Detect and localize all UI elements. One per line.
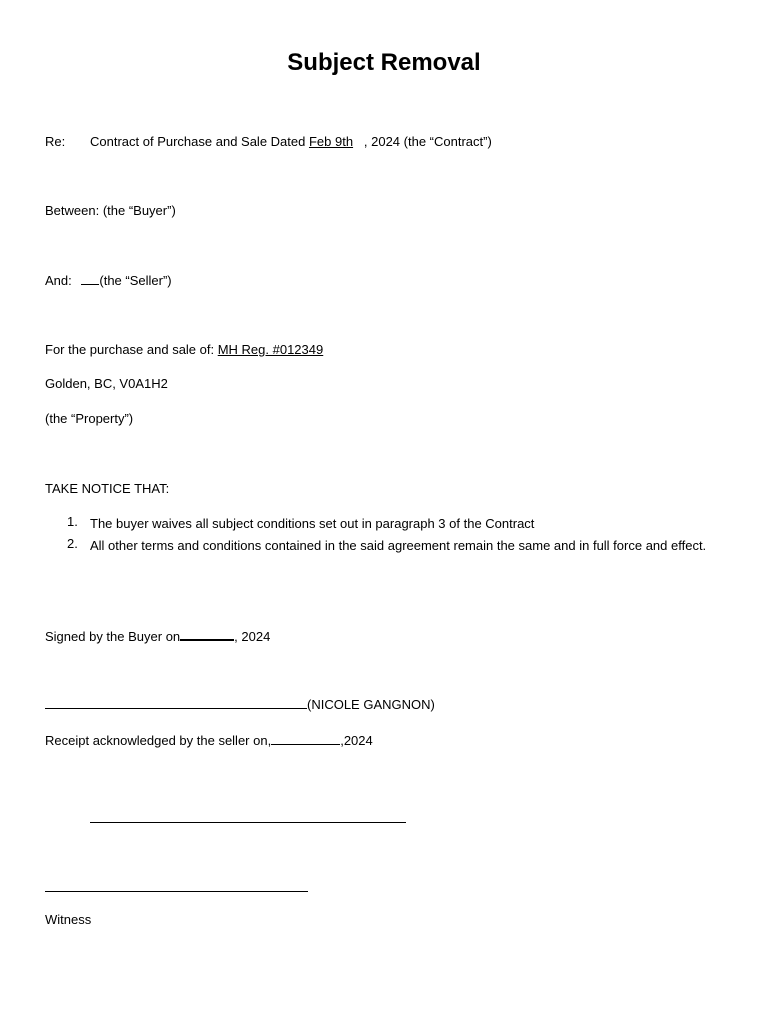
seller-signature-rule: [90, 822, 406, 823]
list-number: 1.: [67, 514, 78, 529]
contract-date: Feb 9th: [308, 134, 354, 149]
location-line: Golden, BC, V0A1H2: [45, 376, 168, 391]
receipt-suffix: ,2024: [340, 733, 373, 748]
receipt-line: [45, 731, 373, 750]
list-text: All other terms and conditions contained in the said agreement remain the same and in full force and effect.: [90, 538, 707, 553]
notice-heading: TAKE NOTICE THAT:: [45, 481, 170, 496]
list-text: The buyer waives all subject conditions set out in paragraph 3 of the Contract: [90, 516, 535, 531]
re-text-after: , 2024 (the “Contract”): [353, 134, 492, 149]
re-label: Re:: [45, 134, 66, 149]
purchase-label: For the purchase and sale of:: [45, 342, 218, 357]
and-label: And:: [45, 273, 72, 288]
list-number: 2.: [67, 536, 78, 551]
witness-signature-rule: [45, 891, 308, 892]
signed-suffix: , 2024: [234, 629, 271, 644]
mh-reg-number: MH Reg. #012349: [217, 342, 324, 357]
purchase-line: [45, 341, 323, 359]
re-text-before: Contract of Purchase and Sale Dated: [90, 134, 309, 149]
buyer-signature-line: [45, 695, 435, 714]
witness-label: Witness: [45, 912, 92, 927]
document-title: Subject Removal: [287, 49, 481, 76]
buyer-name: (NICOLE GANGNON): [307, 697, 435, 712]
receipt-date-blank: [271, 731, 340, 745]
seller-text: (the “Seller”): [99, 273, 172, 288]
seller-name-blank: [81, 271, 99, 285]
re-line: [45, 133, 492, 151]
property-line: (the “Property”): [45, 411, 134, 426]
and-line: [45, 271, 172, 290]
between-line: Between: (the “Buyer”): [45, 203, 176, 218]
signed-prefix: Signed by the Buyer on: [45, 629, 181, 644]
receipt-prefix: Receipt acknowledged by the seller on,: [45, 733, 272, 748]
signed-date-blank: [180, 626, 234, 641]
signed-line: [45, 626, 270, 646]
buyer-signature-blank: [45, 695, 307, 709]
